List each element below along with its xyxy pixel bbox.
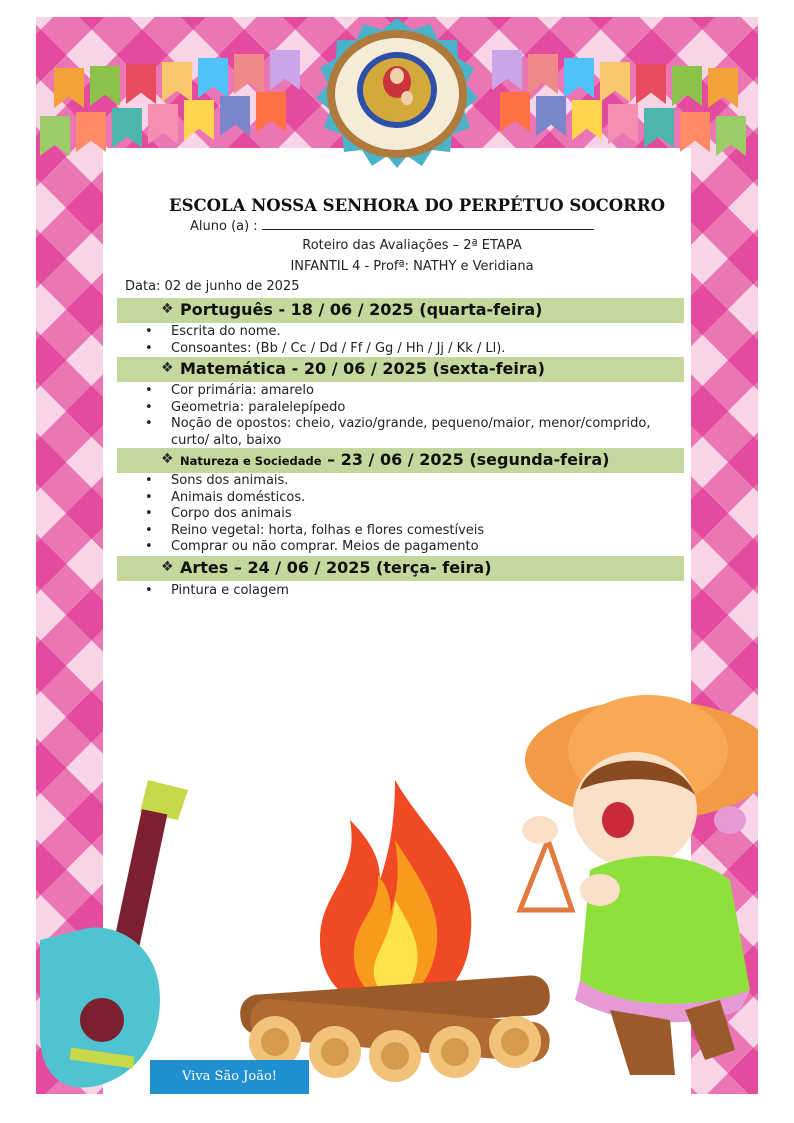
- list-item: • Escrita do nome.: [145, 324, 685, 341]
- school-title: ESCOLA NOSSA SENHORA DO PERPÉTUO SOCORRO: [169, 196, 665, 215]
- viva-sao-joao-badge: Viva São João!: [150, 1060, 309, 1094]
- section-portugues-header: [117, 298, 684, 323]
- student-blank-line[interactable]: [262, 217, 594, 230]
- date-line: Data: 02 de junho de 2025: [125, 279, 300, 294]
- section-matematica-list: [145, 383, 685, 449]
- list-item: • Comprar ou não comprar. Meios de pagamento: [145, 539, 685, 556]
- bullet-diamond-icon: ❖: [161, 559, 174, 575]
- section-title: Matemática - 20 / 06 / 2025 (sexta-feira): [180, 359, 545, 378]
- list-item: • Pintura e colagem: [145, 583, 685, 600]
- section-portugues-list: [145, 324, 685, 357]
- list-item: • Cor primária: amarelo: [145, 383, 685, 400]
- section-title-date: – 23 / 06 / 2025 (segunda-feira): [321, 450, 610, 469]
- section-artes-list: [145, 583, 685, 600]
- guitar-icon: [40, 780, 190, 1095]
- student-label: Aluno (a) :: [190, 219, 258, 234]
- subtitle: Roteiro das Avaliações – 2ª ETAPA: [302, 238, 522, 253]
- bullet-diamond-icon: ❖: [161, 451, 174, 467]
- bullet-diamond-icon: ❖: [161, 360, 174, 376]
- list-item: • Reino vegetal: horta, folhas e flores comestíveis: [145, 523, 685, 540]
- section-title-small: Natureza e Sociedade: [180, 454, 322, 468]
- section-title: Artes – 24 / 06 / 2025 (terça- feira): [180, 558, 492, 577]
- section-natureza-header: [117, 448, 684, 473]
- school-seal-icon: [312, 18, 482, 168]
- list-item: • Corpo dos animais: [145, 506, 685, 523]
- list-item: • Geometria: paralelepípedo: [145, 400, 685, 417]
- section-natureza-list: [145, 473, 685, 556]
- list-item: • Noção de opostos: cheio, vazio/grande, pequeno/maior, menor/comprido, curto/ alto, baixo: [145, 416, 685, 449]
- list-item: • Sons dos animais.: [145, 473, 685, 490]
- girl-with-triangle-icon: [500, 680, 758, 1095]
- class-line: INFANTIL 4 - Profª: NATHY e Veridiana: [290, 259, 534, 274]
- list-item: • Consoantes: (Bb / Cc / Dd / Ff / Gg / Hh / Jj / Kk / Ll).: [145, 341, 685, 358]
- section-artes-header: [117, 556, 684, 581]
- section-matematica-header: [117, 357, 684, 382]
- section-title: Português - 18 / 06 / 2025 (quarta-feira): [180, 300, 543, 319]
- list-item: • Animais domésticos.: [145, 490, 685, 507]
- student-field[interactable]: [190, 217, 594, 234]
- bullet-diamond-icon: ❖: [161, 301, 174, 317]
- section-title: [180, 450, 609, 469]
